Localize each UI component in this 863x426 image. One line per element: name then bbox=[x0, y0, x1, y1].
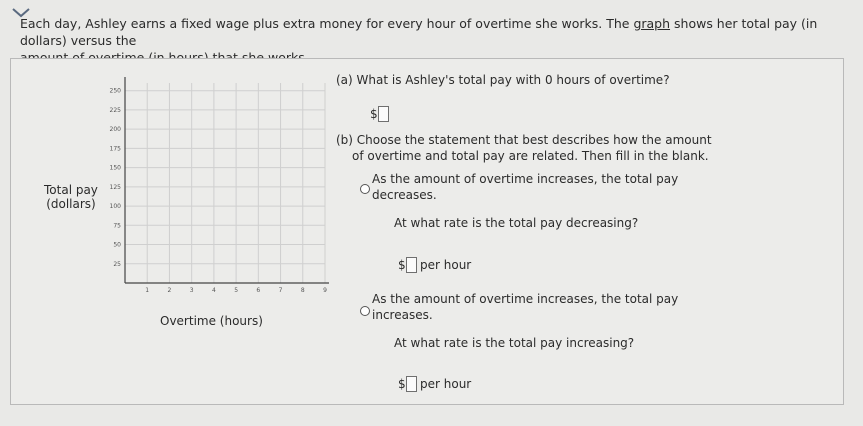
graph-link[interactable]: graph bbox=[633, 16, 671, 31]
option-decreases-line1: As the amount of overtime increases, the total pay bbox=[372, 172, 679, 186]
y-tick-label: 25 bbox=[113, 260, 121, 268]
x-tick-label: 5 bbox=[234, 287, 239, 293]
y-axis-label: Total pay (dollars) bbox=[44, 183, 98, 211]
x-tick-label: 2 bbox=[167, 287, 172, 293]
prompt-text-cont: shows her total pay (in dollars) versus the bbox=[20, 16, 818, 48]
prompt-text: Each day, Ashley earns a fixed wage plus extra money for every hour of overtime she works. The bbox=[20, 16, 630, 31]
y-tick-label: 250 bbox=[109, 87, 121, 95]
x-tick-label: 6 bbox=[256, 287, 261, 293]
increases-radio[interactable] bbox=[360, 306, 370, 316]
y-tick-label: 125 bbox=[109, 183, 121, 191]
x-tick-label: 1 bbox=[145, 287, 150, 293]
pay-vs-overtime-graph bbox=[95, 68, 330, 293]
decreasing-dollar: $ bbox=[398, 258, 406, 272]
part-a-dollar: $ bbox=[370, 107, 378, 121]
x-axis-label: Overtime (hours) bbox=[160, 314, 263, 328]
part-a-answer-input[interactable] bbox=[378, 106, 389, 122]
x-tick-label: 8 bbox=[300, 287, 305, 293]
part-a-question: (a) What is Ashley's total pay with 0 hours of overtime? bbox=[336, 73, 670, 87]
increasing-rate-question: At what rate is the total pay increasing? bbox=[394, 336, 635, 350]
y-tick-label: 150 bbox=[109, 164, 121, 172]
y-tick-label: 75 bbox=[113, 222, 121, 230]
decreasing-rate-question: At what rate is the total pay decreasing? bbox=[394, 216, 639, 230]
option-increases-line1: As the amount of overtime increases, the total pay bbox=[372, 292, 679, 306]
y-tick-label: 175 bbox=[109, 145, 121, 153]
x-tick-label: 7 bbox=[278, 287, 283, 293]
increasing-per-hour: per hour bbox=[420, 377, 472, 391]
y-tick-label: 200 bbox=[109, 126, 121, 134]
decreases-radio[interactable] bbox=[360, 184, 370, 194]
y-tick-label: 50 bbox=[113, 241, 121, 249]
decreasing-rate-input[interactable] bbox=[406, 257, 417, 273]
y-tick-label: 100 bbox=[109, 203, 121, 211]
x-tick-label: 9 bbox=[323, 287, 327, 293]
decreasing-per-hour: per hour bbox=[420, 258, 472, 272]
y-tick-label: 225 bbox=[109, 106, 121, 114]
x-tick-label: 4 bbox=[211, 287, 216, 293]
option-increases-line2: increases. bbox=[372, 308, 433, 322]
part-b-question-line2: of overtime and total pay are related. Then fill in the blank. bbox=[352, 149, 709, 163]
x-tick-label: 3 bbox=[189, 287, 194, 293]
option-decreases-line2: decreases. bbox=[372, 188, 437, 202]
part-b-question-line1: (b) Choose the statement that best describes how the amount bbox=[336, 133, 712, 147]
increasing-rate-input[interactable] bbox=[406, 376, 417, 392]
increasing-dollar: $ bbox=[398, 377, 406, 391]
